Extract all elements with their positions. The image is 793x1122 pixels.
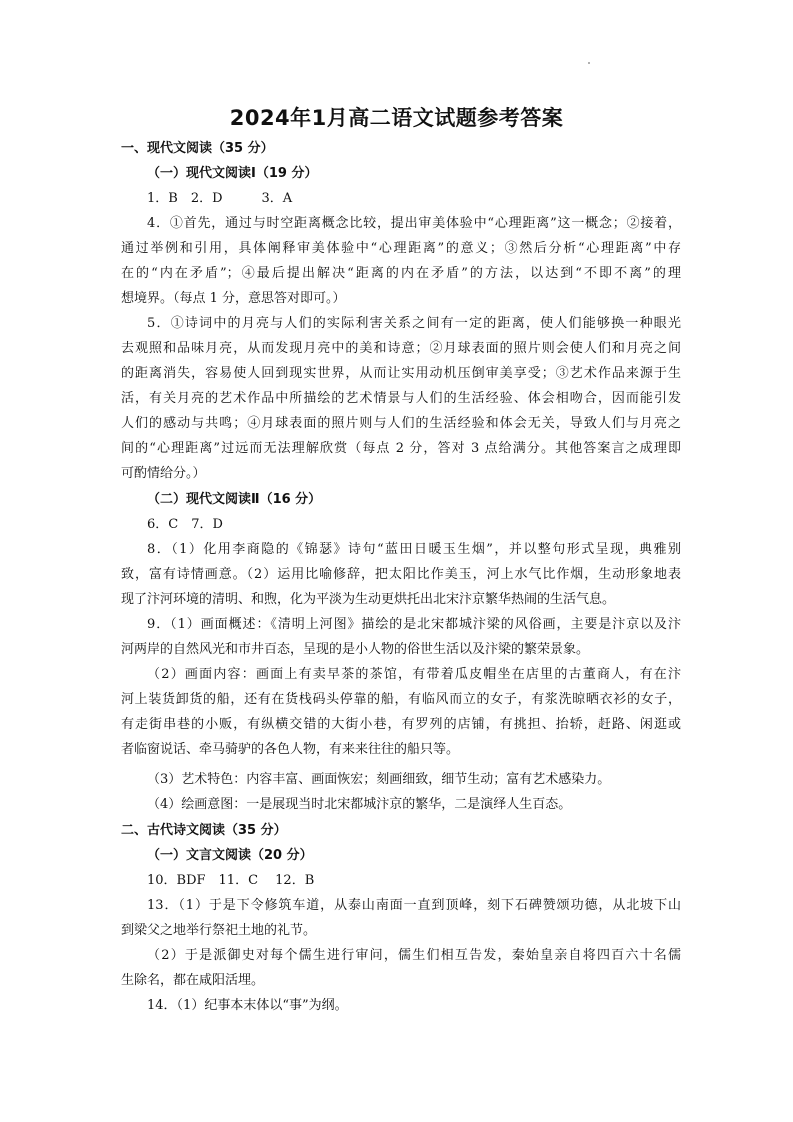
- answer-line: 致，富有诗情画意。（2）运用比喻修辞，把太阳比作美玉，河上水气比作烟，生动形象地表: [121, 567, 681, 582]
- answer-line: 人们的感动与共鸣；④月球表面的照片则与人们的生活经验和体会无关，导致人们与月亮之: [121, 416, 681, 431]
- answer-line: 活，有关月亮的艺术作品中所描绘的艺术情景与人们的生活经验、体会相吻合，因而能引发: [121, 391, 681, 406]
- page-title: 2024年1月高二语文试题参考答案: [229, 106, 564, 130]
- subsection-heading: （一）现代文阅读Ⅰ（19 分）: [147, 166, 318, 181]
- answer-line: （2）画面内容：画面上有卖早茶的茶馆，有带着瓜皮帽坐在店里的古董商人，有在汴: [147, 667, 681, 682]
- answer-line: 9．（1）画面概述：《清明上河图》描绘的是北宋都城汴梁的风俗画，主要是汴京以及汴: [147, 617, 681, 632]
- answer-line: 13．（1）于是下令修筑车道，从泰山南面一直到顶峰，刻下石碑赞颂功德，从北坡下山: [147, 898, 681, 913]
- answer-line: 5．①诗词中的月亮与人们的实际利害关系之间有一定的距离，使人们能够换一种眼光: [147, 316, 681, 331]
- section-heading: 一、现代文阅读（35 分）: [121, 141, 274, 156]
- scan-speck: [588, 62, 590, 64]
- answer-line: 14．（1）纪事本末体以“事”为纲。: [147, 998, 348, 1013]
- answer-line: 想境界。（每点 1 分，意思答对即可。）: [121, 291, 346, 306]
- answer-line: 现了汴河环境的清明、和煦，化为平淡为生动更烘托出北宋汴京繁华热闹的生活气息。: [121, 592, 616, 607]
- answer-line: 10．BDF 11．C 12．B: [147, 873, 315, 888]
- answer-line: （3）艺术特色：内容丰富、画面恢宏；刻画细致，细节生动；富有艺术感染力。: [147, 772, 611, 787]
- answer-line: 在的“内在矛盾”；④最后提出解决“距离的内在矛盾”的方法，以达到“不即不离”的理: [121, 266, 681, 281]
- answer-line: 间的“心理距离”过远而无法理解欣赏（每点 2 分，答对 3 点给满分。其他答案言之成理即: [121, 441, 681, 456]
- answer-line: 有走街串巷的小贩，有纵横交错的大街小巷，有罗列的店铺，有挑担、抬轿，赶路、闲逛或: [121, 717, 681, 732]
- answer-line: 的距离消失，容易使人回到现实世界，从而让实用动机压倒审美享受；③艺术作品来源于生: [121, 366, 681, 381]
- answer-line: （4）绘画意图：一是展现当时北宋都城汴京的繁华，二是演绎人生百态。: [147, 797, 572, 812]
- answer-line: 河两岸的自然风光和市井百态，呈现的是小人物的俗世生活以及汴梁的繁荣景象。: [121, 642, 590, 657]
- answer-line: 可酌情给分。）: [121, 466, 206, 481]
- answer-line: 者临窗说话、牵马骑驴的各色人物，有来来往往的船只等。: [121, 742, 460, 757]
- answer-line: 8．（1）化用李商隐的《锦瑟》诗句“蓝田日暖玉生烟”，并以整句形式呈现，典雅别: [147, 542, 681, 557]
- answer-line: 到梁父之地举行祭祀土地的礼节。: [121, 923, 317, 938]
- answer-line: （2）于是派御史对每个儒生进行审问，儒生们相互告发，秦始皇亲自将四百六十名儒: [147, 948, 681, 963]
- answer-line: 4．①首先，通过与时空距离概念比较，提出审美体验中“心理距离”这一概念；②接着，: [147, 216, 681, 231]
- section-heading: 二、古代诗文阅读（35 分）: [121, 823, 287, 838]
- subsection-heading: （二）现代文阅读Ⅱ（16 分）: [147, 492, 322, 507]
- answer-line: 1．B 2．D 3．A: [147, 191, 293, 206]
- answer-line: 6．C 7．D: [147, 517, 223, 532]
- answer-line: 通过举例和引用，具体阐释审美体验中“心理距离”的意义；③然后分析“心理距离”中存: [121, 241, 681, 256]
- answer-line: 生除名，都在咸阳活埋。: [121, 973, 265, 988]
- answer-line: 河上装货卸货的船，还有在货栈码头停靠的船，有临风而立的女子，有浆洗晾晒衣衫的女子，: [121, 692, 681, 707]
- subsection-heading: （一）文言文阅读（20 分）: [147, 848, 313, 863]
- answer-line: 去观照和品味月亮，从而发现月亮中的美和诗意；②月球表面的照片则会使人们和月亮之间: [121, 341, 681, 356]
